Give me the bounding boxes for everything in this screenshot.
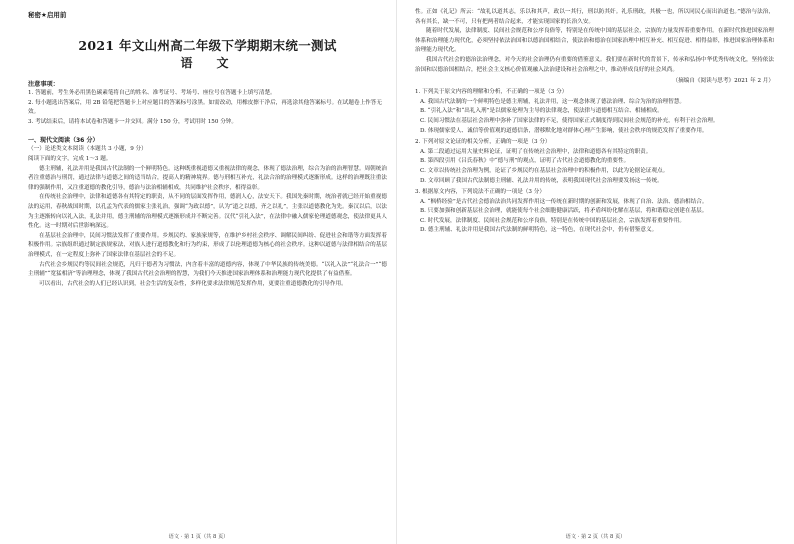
reading-instruction: 阅读下面的文字，完成 1～3 题。	[28, 155, 112, 162]
notice-item: 3. 考试结束后，请将本试卷和答题卡一并交回。满分 150 分，考试用时 150 分钟。	[28, 118, 237, 125]
page-footer: 语文 · 第 2 页（共 8 页）	[565, 534, 626, 540]
reading-passage	[28, 165, 387, 290]
section-subtitle: （一）论述类文本阅读（本题共 3 小题，9 分）	[28, 146, 147, 153]
passage-paragraph: 可以看出，古代社会的人们已经认识到，社会生活的复杂性，多样化要求法律规范发挥作用，更要注重道德教化的引导作用。	[39, 280, 347, 287]
question-option: B. 只要加强和创新基层社会治理，就能使每个社会细胞健康活跃，将矛盾纠纷化解在基层，将和谐稳定创建在基层。	[420, 208, 708, 215]
question-option: B. 第四段引用《吕氏春秋》中“德与刑”的观点，证明了古代社会道德教化的重要性。	[420, 158, 630, 165]
question-3	[415, 188, 774, 236]
question-2	[415, 138, 774, 186]
question-option: C. 民间习惯法在基层社会治理中弥补了国家法律的不足，使得国家正式制度得到民间社会规范的补充，有利于社会治理。	[420, 117, 719, 124]
passage-paragraph: 我国古代社会的德治法治理念，对今天的社会治理仍有重要的借鉴意义。我们要在新时代的背景下，传承和弘扬中华优秀传统文化，坚持依法治国和以德治国相结合，把社会主义核心价值观融入法治建设和社会治理之中，推动形成良好的社会风尚。	[415, 56, 774, 73]
passage-paragraph: 德主刑辅，礼法并用是我国古代法制的一个鲜明特色。这种既重视道德又重视法律的观念，体现了德法治理，综合为治的治理智慧。周朝统治者注重德治与刑罚，通过法律与道德之间的适当结合，提高人的精神境界。德与刑相互补充，礼法合治的治理模式逐渐形成。这样的治理既注重法律的强制作用，又注重道德的教化引导，德治与法治相辅相成，共同维护社会秩序，相得益彰。	[28, 165, 387, 191]
question-option: D. 体现儒家爱人、诚信等价值观的道德信条，潜移默化地对群体心理产生影响，使社会秩序的规范发挥了重要作用。	[420, 127, 708, 134]
question-option: A. “枫桥经验”是古代社会德治法治共同发挥作用这一传统在新时期的创新和发展，体现了自治、法治、德治相结合。	[420, 198, 708, 205]
page-footer: 语文 · 第 1 页（共 8 页）	[168, 534, 229, 540]
exam-title: 2021 年文山州高二年级下学期期末统一测试	[78, 38, 337, 53]
question-option: D. 德主刑辅、礼法并用是我国古代法制的鲜明特色，这一特色，在现代社会中，仍有借鉴意义。	[420, 227, 658, 234]
question-option: C. 时代发展，法律制度、民间社会规范和公序良俗，特别是在传统中国的基层社会，宗族发挥着重要作用。	[420, 217, 685, 224]
passage-source: （摘编自《阅读与思考》2021 年 2 月）	[672, 78, 774, 85]
page-right	[397, 0, 794, 544]
question-option: A. 我国古代法制的一个鲜明特色是德主刑辅，礼法并用，这一观念体现了德法治理、综合为治的治理智慧。	[420, 98, 685, 105]
subject-title: 语 文	[180, 56, 235, 70]
question-option: A. 第二段通过运用大量史料论证，证明了在传统社会治理中，法律和道德各有其特定的职责。	[420, 148, 652, 155]
passage-paragraph: 古代社会乡规民约等民间社会规范，凡归于德者为习惯法，内含着丰富的道德内容，体现了中华民族的传统美德。“以礼入法”“礼法合一”“德主刑辅”“宽猛相济”等治理理念，体现了我国古代社会治理的智慧，为我们今天推进国家治理体系和治理能力现代化提供了有益借鉴。	[28, 261, 387, 278]
notice-list	[28, 89, 387, 127]
question-stem: 3. 根据原文内容，下列说法不正确的一项是（3 分）	[415, 189, 545, 196]
confidential-label: 秘密★启用前	[28, 11, 67, 19]
passage-paragraph: 在基层社会治理中，民间习惯法发挥了重要作用。乡规民约、家族家规等，在维护乡村社会秩序、调解民间纠纷、促进社会和谐等方面发挥着积极作用。宗族组织通过制定族规家法，对族人进行道德教化和行为约束，形成了以伦理道德为核心的社会秩序。这种以道德与法律相结合的基层治理模式，在一定程度上弥补了国家法律在基层社会的不足。	[28, 232, 387, 258]
question-option: D. 文章回顾了我国古代法制德主刑辅、礼法并用的传统，表明我国现代社会治理要发扬这一传统。	[420, 177, 663, 184]
reading-passage-continued	[415, 8, 774, 75]
question-1	[415, 88, 774, 136]
notice-item: 2. 每小题选出答案后，用 2B 铅笔把答题卡上对应题目的答案标号涂黑。如需改动，用橡皮擦干净后，再选涂其他答案标号。在试题卷上作答无效。	[28, 99, 382, 116]
passage-paragraph: 在传统社会治理中，法律和道德各有其特定的职责，从不同的层面发挥作用，德润人心，法安天下。我国先秦时期，统治者就已经开始重视德法的运用，春秋战国时期，以孔孟为代表的儒家主张礼治，强调“为政以德”，认为“道之以德，齐之以礼”，主张以道德教化为先。秦汉以后，以法为主逐渐转向以礼入法，礼法并用，德主刑辅的治理模式逐渐形成并不断完善。汉代“引礼入法”，在法律中融入儒家伦理道德观念，使法律更具人性化。这一时期对后世影响深远。	[28, 194, 387, 230]
question-stem: 1. 下列关于原文内容的理解和分析，不正确的一项是（3 分）	[415, 89, 568, 96]
part-title: 一、现代文阅读（36 分）	[28, 137, 99, 145]
question-option: C. 文章以传统社会治理为例，论证了乡规民约在基层社会治理中的积极作用，以此为论据论证观点。	[420, 167, 669, 174]
question-stem: 2. 下列对原文论证的相关分析，正确的一项是（3 分）	[415, 139, 551, 146]
notice-item: 1. 答题前，考生务必用黑色碳素笔将自己的姓名、准考证号、考场号、座位号在答题卡上填写清楚。	[28, 90, 276, 96]
question-option: B. “引礼入法”和“出礼入刑”是以儒家伦理为主导的法律观念，使法律与道德相互结合、相辅相成。	[420, 108, 663, 115]
notice-title: 注意事项：	[28, 81, 59, 88]
passage-paragraph: 性。正如《礼记》所云：“故礼以道其志，乐以和其声，政以一其行，刑以防其奸。礼乐刑政，其极一也，所以同民心而出治道也。”德治与法治，各有其长，缺一不可，只有把两者结合起来，才能实现国家的长治久安。	[415, 9, 774, 25]
passage-paragraph: 随着时代发展，法律制度、民间社会规范和公序良俗等，特别是在传统中国的基层社会，宗族的力量发挥着重要作用。在新时代推进国家治理体系和治理能力现代化，必须坚持依法治国和以德治国相结合，使法治和德治在国家治理中相互补充、相互促进、相得益彰，推进国家治理体系和治理能力现代化。	[415, 28, 774, 54]
